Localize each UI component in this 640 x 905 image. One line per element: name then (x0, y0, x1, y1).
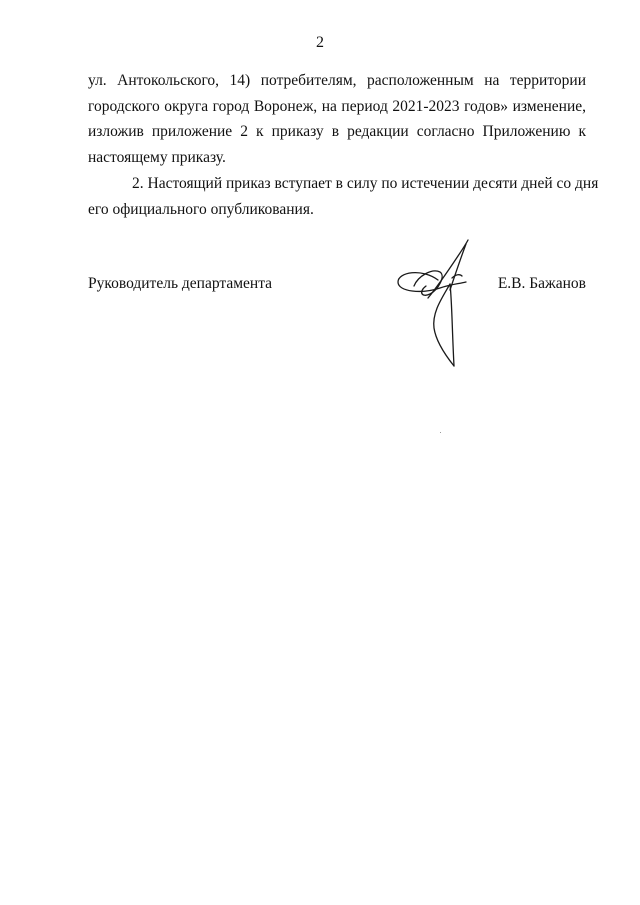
scan-speck (440, 432, 441, 433)
signatory-role: Руководитель департамента (88, 275, 273, 292)
paragraph-2-line: его официального опубликования. (88, 200, 314, 218)
paragraph-1-line: городского округа город Воронеж, на период 2021-2023 годов» изменение, (88, 97, 586, 115)
document-body (88, 68, 599, 222)
paragraph-1 (88, 68, 586, 170)
paragraph-2 (88, 171, 599, 222)
paragraph-1-line: изложив приложение 2 к приказу в редакции согласно Приложению к (88, 123, 586, 140)
paragraph-1-line: ул. Антокольского, 14) потребителям, расположенным на территории (88, 72, 586, 89)
paragraph-1-line: настоящему приказу. (88, 148, 226, 166)
paragraph-2-line: 2. Настоящий приказ вступает в силу по истечении десяти дней со дня (132, 175, 599, 192)
signatory-name: Е.В. Бажанов (497, 275, 586, 292)
page-number: 2 (316, 34, 324, 51)
handwritten-signature (392, 238, 502, 370)
